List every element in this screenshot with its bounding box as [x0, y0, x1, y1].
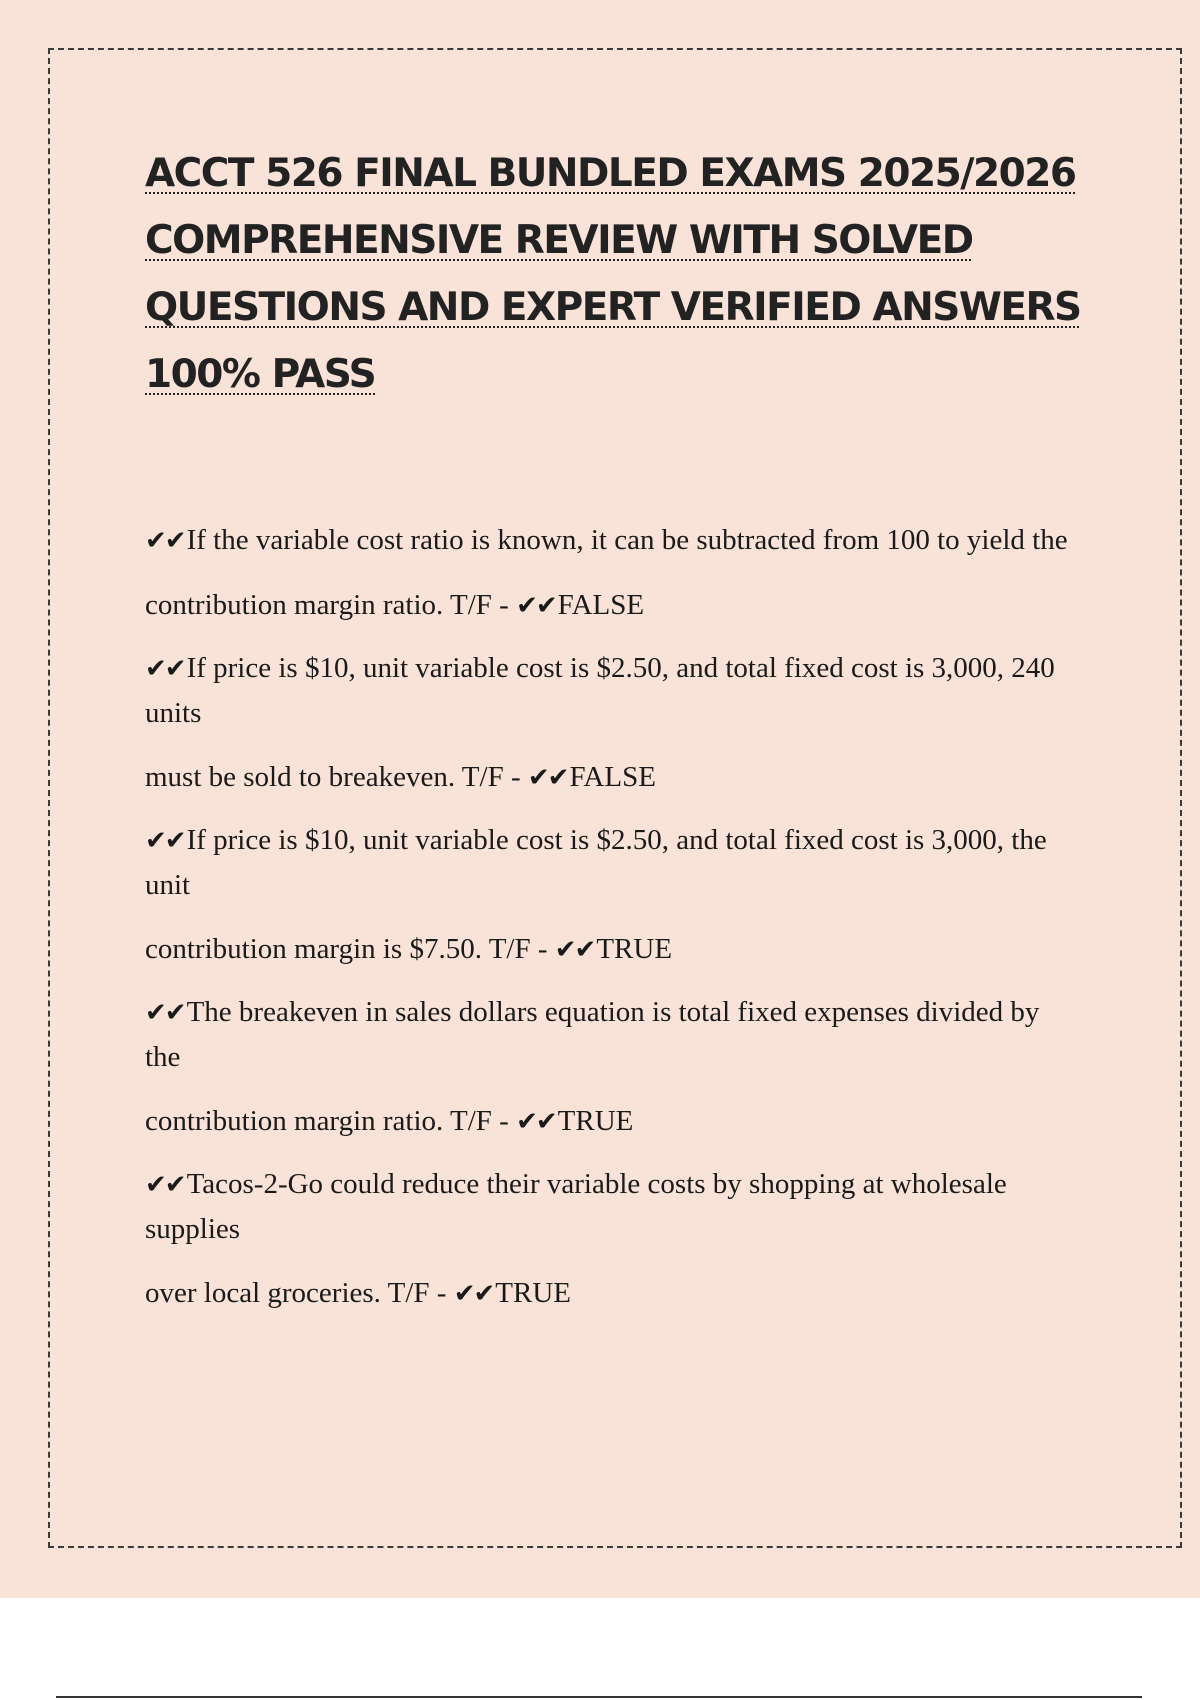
double-check-icon: ✔✔ [554, 935, 595, 965]
answer-text: FALSE [557, 589, 645, 621]
question-continuation [145, 583, 1075, 628]
question-item [145, 646, 1075, 800]
answer-text: FALSE [569, 761, 656, 793]
question-continuation [145, 755, 1075, 800]
question-continuation [145, 1271, 1075, 1316]
document-title [145, 140, 1090, 408]
question-text [145, 818, 1075, 907]
question-body: If the variable cost ratio is known, it can be subtracted from 100 to yield the [186, 524, 1068, 556]
double-check-icon: ✔✔ [145, 654, 185, 684]
double-check-icon: ✔✔ [145, 526, 185, 556]
double-check-icon: ✔✔ [516, 591, 556, 621]
continuation-text: must be sold to breakeven. T/F - [145, 761, 528, 793]
continuation-text: over local groceries. T/F - [145, 1277, 454, 1309]
answer-text: TRUE [557, 1105, 634, 1137]
answer-text: TRUE [596, 933, 673, 965]
question-item [145, 1162, 1075, 1316]
document-title-text: ACCT 526 FINAL BUNDLED EXAMS 2025/2026 COMPREHENSIVE REVIEW WITH SOLVED QUESTIONS AND EXPERT VERIFIED ANSWERS 100% PASS [145, 151, 1081, 397]
double-check-icon: ✔✔ [516, 1107, 556, 1137]
question-continuation [145, 927, 1075, 972]
question-item [145, 818, 1075, 972]
answer-text: TRUE [495, 1277, 571, 1309]
continuation-text: contribution margin ratio. T/F - [145, 1105, 517, 1137]
question-list [145, 518, 1075, 1334]
question-body: If price is $10, unit variable cost is $2.50, and total fixed cost is 3,000, the unit [145, 824, 1047, 901]
footer-divider [56, 1696, 1142, 1698]
question-body: If price is $10, unit variable cost is $2.50, and total fixed cost is 3,000, 240 units [145, 652, 1055, 729]
double-check-icon: ✔✔ [145, 998, 185, 1028]
question-body: Tacos-2-Go could reduce their variable costs by shopping at wholesale supplies [145, 1168, 1007, 1245]
question-body: The breakeven in sales dollars equation is total fixed expenses divided by the [145, 996, 1040, 1073]
double-check-icon: ✔✔ [527, 763, 568, 793]
double-check-icon: ✔✔ [145, 826, 185, 856]
double-check-icon: ✔✔ [145, 1170, 185, 1200]
question-text [145, 990, 1075, 1079]
question-text [145, 1162, 1075, 1251]
question-text [145, 518, 1075, 563]
question-item [145, 990, 1075, 1144]
question-continuation [145, 1099, 1075, 1144]
continuation-text: contribution margin ratio. T/F - [145, 589, 517, 621]
question-item [145, 518, 1075, 628]
double-check-icon: ✔✔ [453, 1279, 494, 1309]
question-text [145, 646, 1075, 735]
continuation-text: contribution margin is $7.50. T/F - [145, 933, 555, 965]
